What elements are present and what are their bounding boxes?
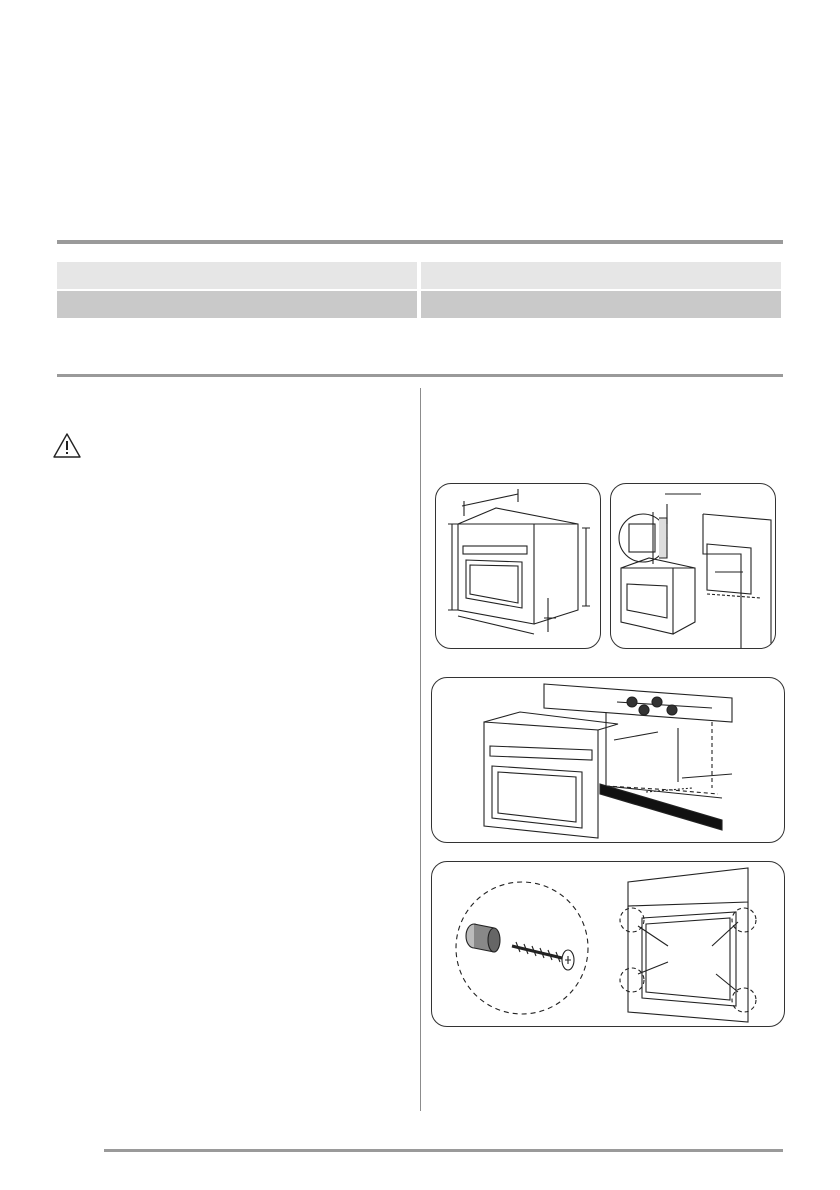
warning-triangle-icon <box>52 432 82 465</box>
screw-fixing-figure <box>431 861 785 1027</box>
footer-rule <box>104 1149 783 1152</box>
column-cabinet-illustration <box>611 484 776 649</box>
table-cell <box>421 291 781 318</box>
table-row <box>57 291 781 318</box>
cabinet-column-figure <box>610 483 776 649</box>
table-header-row <box>57 262 781 289</box>
screw-and-fixing-illustration <box>432 862 785 1027</box>
table-cell <box>57 291 417 318</box>
table-header-cell <box>57 262 417 289</box>
oven-dimensions-figure <box>435 483 601 649</box>
oven-dimensions-illustration <box>436 484 601 649</box>
section-rule <box>57 374 783 377</box>
section-top-rule <box>57 240 783 244</box>
table-header-cell <box>421 262 781 289</box>
column-divider <box>420 388 421 1111</box>
under-counter-figure <box>431 677 785 843</box>
under-counter-installation-illustration <box>432 678 785 843</box>
